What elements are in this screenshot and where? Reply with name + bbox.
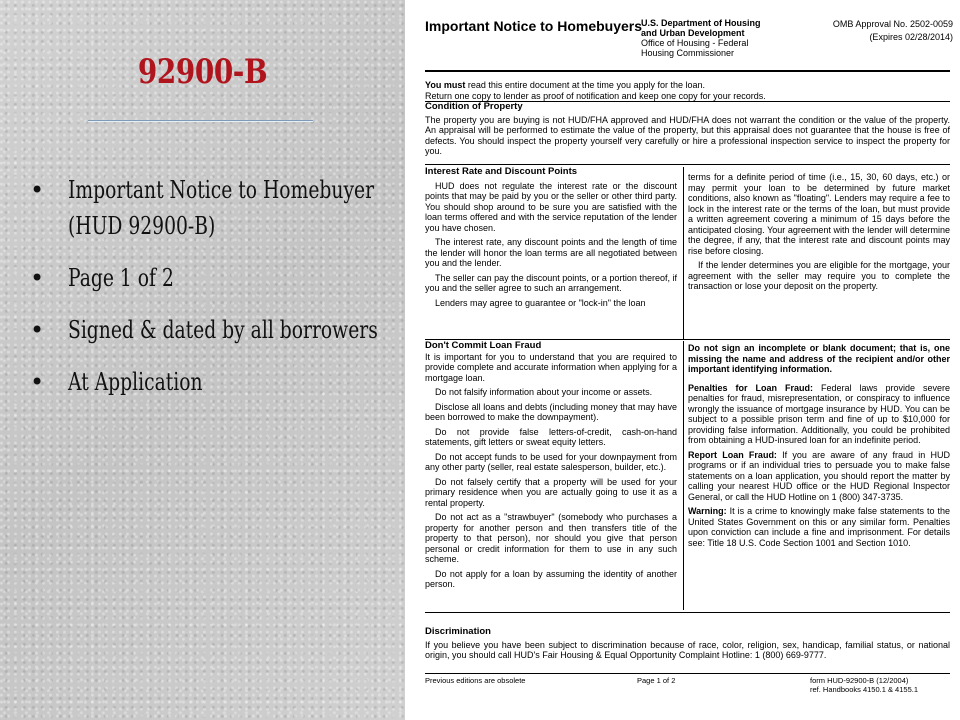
must-read-line2: Return one copy to lender as proof of notification and keep one copy for your records. (425, 90, 766, 101)
footer-form-number: form HUD-92900-B (12/2004) (810, 676, 909, 685)
bullet-icon: • (30, 264, 45, 292)
paragraph: Do not provide false letters-of-credit, cash-on-hand statements, gift letters or sweat equity letters. (425, 426, 677, 447)
penalties-label: Penalties for Loan Fraud: (688, 382, 813, 393)
agency-line: and Urban Development (641, 28, 745, 38)
bullet-icon: • (30, 316, 45, 344)
must-read-notice (425, 80, 950, 101)
condition-text: The property you are buying is not HUD/FHA approved and HUD/FHA does not warrant the condition or the value of the property. An appraisal will be performed to estimate the value of the property, but this appraisal does not guarantee that the house is free of defects. You should inspect the property yourself very carefully or hire a professional inspection service to inspect the property for you. (425, 114, 950, 156)
report-paragraph (688, 450, 950, 503)
must-read-bold: You must (425, 80, 466, 90)
paragraph: Do not accept funds to be used for your downpayment from any other party (seller, real estate salesperson, builder, etc.). (425, 451, 677, 472)
footer-obsolete: Previous editions are obsolete (425, 676, 526, 685)
paragraph: The interest rate, any discount points and the length of time the lender will honor the loan terms are all negotiated between you and the lender. (425, 237, 677, 268)
list-item: • Important Notice to Homebuyer (HUD 92900-B) (30, 172, 390, 244)
section-title: Discrimination (425, 626, 491, 637)
header-rule (425, 70, 950, 72)
bullet-icon: • (30, 368, 45, 396)
paragraph: It is important for you to understand that you are required to provide complete and accurate information when applying for a mortgage loan. (425, 351, 677, 383)
warning-label: Warning: (688, 506, 727, 516)
penalties-paragraph (688, 383, 950, 446)
section-title: Condition of Property (425, 101, 523, 112)
report-text: If you are aware of any fraud in HUD programs or if an individual tries to persuade you to make false statements on a loan application, you should report the matter by calling your nearest HUD office or the HUD Regional Inspector General, or call the HUD Hotline on 1 (800) 347-3735. (688, 449, 950, 502)
omb-expires: (Expires 02/28/2014) (869, 32, 953, 42)
section-title: Interest Rate and Discount Points (425, 166, 578, 177)
fraud-right-column (688, 343, 950, 552)
list-item: • At Application (30, 364, 390, 400)
slide-title: 92900-B (137, 52, 268, 92)
column-divider (683, 341, 684, 610)
omb-block (823, 18, 953, 44)
footer-page-number: Page 1 of 2 (637, 676, 676, 685)
list-item: • Page 1 of 2 (30, 260, 390, 296)
must-read-text: read this entire document at the time you apply for the loan. (467, 80, 705, 90)
paragraph: Disclose all loans and debts (including money that may have been borrowed to make the downpayment). (425, 401, 677, 422)
hud-form-page (405, 0, 960, 720)
condition-section (425, 102, 950, 157)
column-divider (683, 167, 684, 339)
agency-line: Housing Commissioner (641, 48, 735, 58)
paragraph: Do not falsify information about your income or assets. (435, 387, 653, 397)
paragraph: If the lender determines you are eligible for the mortgage, your agreement with the seller may require you to complete the transaction or lose your deposit on the property. (688, 260, 950, 291)
title-divider (88, 120, 313, 122)
slide-panel (0, 0, 405, 720)
interest-left-column (425, 167, 677, 312)
fraud-left-column (425, 341, 677, 594)
blank-document-warning: Do not sign an incomplete or blank document; that is, one missing the name and address of the recipient and/or other important identifying information. (688, 343, 950, 374)
paragraph: Do not falsely certify that a property will be used for your primary residence when you are actually going to use it as a rental property. (425, 476, 677, 508)
footer-rule (425, 673, 950, 674)
agency-line: U.S. Department of Housing (641, 18, 761, 28)
discrimination-text: If you believe you have been subject to discrimination because of race, color, religion, sex, handicap, familial status, or national origin, you should call HUD's Fair Housing & Equal Opportunity Complaint Hotline: 1 (800) 669-9777. (425, 639, 950, 660)
bullet-icon: • (30, 176, 45, 204)
footer-handbook-ref: ref. Handbooks 4150.1 & 4155.1 (810, 685, 918, 694)
paragraph: Do not apply for a loan by assuming the identity of another person. (425, 568, 677, 589)
agency-line: Office of Housing - Federal (641, 38, 749, 48)
section-title: Don't Commit Loan Fraud (425, 340, 542, 351)
paragraph: Do not act as a "strawbuyer" (somebody who purchases a property for another person and then transfers title of the property to that person), nor should you give that person personal or credit information for them to use in any such scheme. (425, 512, 677, 564)
warning-text: It is a crime to knowingly make false statements to the United States Government on this or any similar form. Penalties upon conviction can include a fine and imprisonment. For details see: Title 18 U.S. Code Section 1001 and Section 1010. (688, 506, 950, 548)
paragraph: HUD does not regulate the interest rate or the discount points that may be paid by you or the seller or other third party. You should shop around to be sure you are satisfied with the loan terms offered and with the service reputation of the lender you have chosen. (425, 180, 677, 233)
paragraph: terms for a definite period of time (i.e., 15, 30, 60 days, etc.) or may permit your loan to be determined by future market conditions, also known as "floating". Lenders may require a fee to lock in the interest rate or the terms of the loan, but must provide a written agreement covering a minimum of 15 days before the anticipated closing. Your agreement with the lender will determine the degree, if any, that the interest rate and discount points may rise before closing. (688, 172, 950, 256)
warning-paragraph (688, 506, 950, 548)
list-item: • Signed & dated by all borrowers (30, 312, 390, 348)
report-label: Report Loan Fraud: (688, 449, 777, 460)
paragraph: Lenders may agree to guarantee or "lock-in" the loan (435, 297, 646, 308)
paragraph: The seller can pay the discount points, or a portion thereof, if you and the seller agree to such an arrangement. (425, 272, 677, 293)
bullet-list (30, 172, 390, 416)
penalties-text: Federal laws provide severe penalties for fraud, misrepresentation, or conspiracy to influence wrongly the issuance of mortgage insurance by HUD. You can be subject to a possible prison term and fine of up to $10,000 for providing false information. Additionally, you could be prohibited from obtaining a HUD-insured loan for an indefinite period. (688, 382, 950, 445)
section-rule (425, 612, 950, 613)
footer-form-ref (810, 676, 950, 694)
section-rule (425, 164, 950, 165)
form-heading: Important Notice to Homebuyers (425, 18, 643, 34)
omb-approval: OMB Approval No. 2502-0059 (832, 19, 953, 29)
agency-block (641, 18, 761, 58)
interest-right-column (688, 172, 950, 296)
discrimination-section (425, 627, 950, 661)
